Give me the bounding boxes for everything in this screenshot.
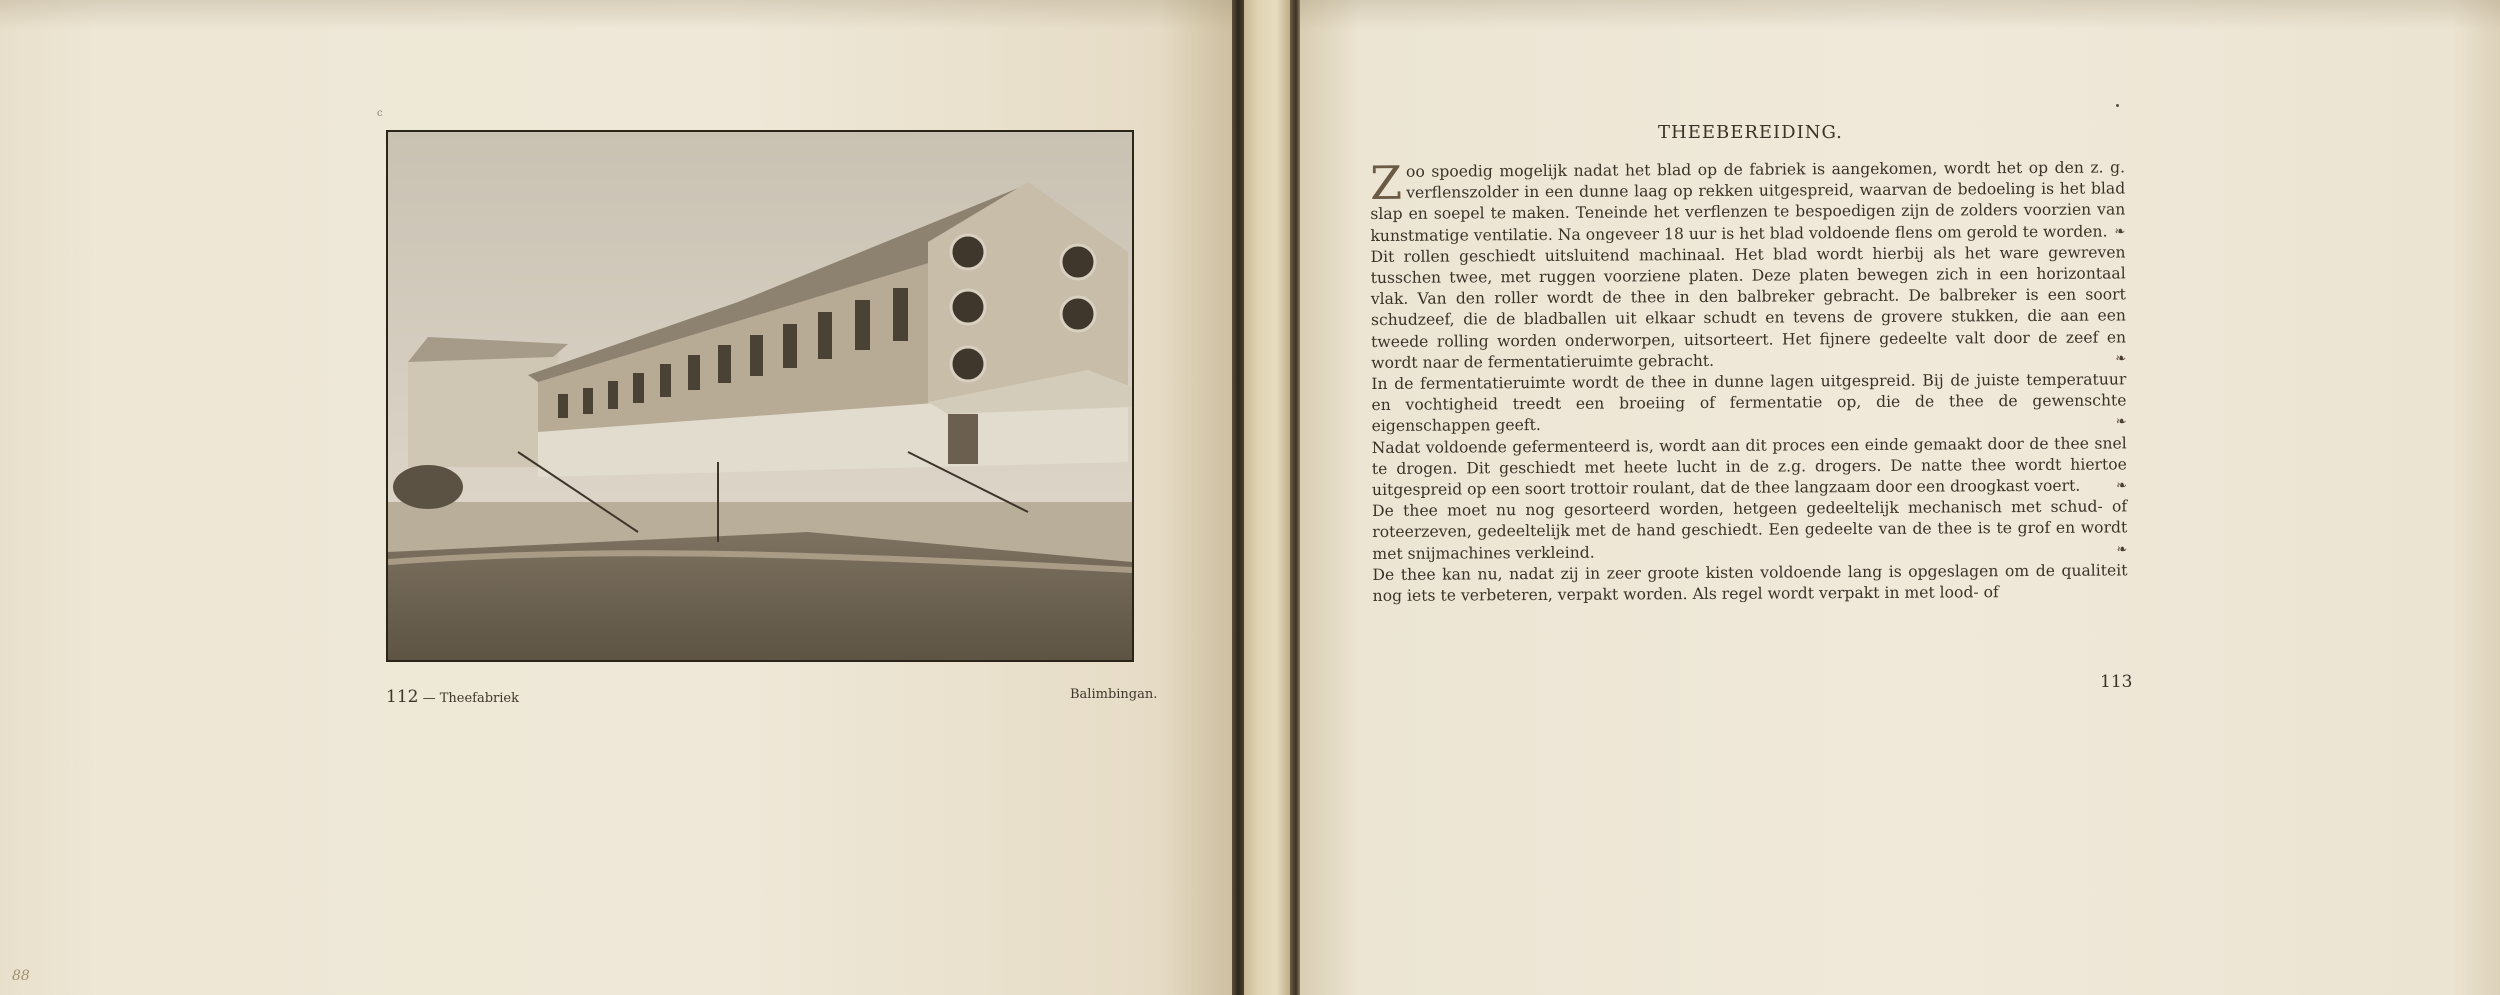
caption-dash: — [422,691,436,706]
paragraph [1370,157,2126,246]
paragraph [1372,560,2127,607]
ink-dot [2116,104,2119,107]
paragraph-text: oo spoedig mogelijk nadat het blad op de fabriek is aangekomen, wordt het op den z. g. verflenszolder in een dunne laag op rekken uitgespreid, waarvan de bedoeling is het blad slap en soepel te maken. Teneinde het verflenzen te bespoedigen zijn de zolders voorzien van kunstmatige ventilatie. Na ongeveer 18 uur is het blad voldoende flens om gerold te worden. [1370,158,2126,245]
plate-caption [386,687,519,707]
book-gutter-inner [1290,0,1300,995]
chapter-heading: THEEBEREIDING. [1658,122,1843,143]
paragraph [1372,497,2127,565]
factory-photograph [386,130,1134,662]
archive-number: 88 [12,968,30,984]
tea-factory-photo [388,132,1132,660]
flyleaf-edge [1244,0,1290,995]
paragraph [1371,242,2127,374]
paragraph-text: De thee moet nu nog gesorteerd worden, hetgeen gedeeltelijk mechanisch met schud- of roteerzeven, gedeeltelijk met de hand geschiedt. Een gedeelte van de thee is te grof en wordt met snijmachines verkleind. [1372,497,2128,563]
left-page [0,0,1232,995]
caption-title: Theefabriek [439,691,519,706]
paragraph [1371,369,2126,437]
plate-number: 112 [386,687,419,707]
paragraph-mark-icon: ❧ [2116,478,2128,494]
paragraph [1372,433,2127,501]
page-number: 113 [2100,672,2133,692]
paragraph-text: Dit rollen geschiedt uitsluitend machinaal. Het blad wordt hierbij als het ware gewreven tusschen twee, met ruggen voorziene platen. Deze platen bewegen zich in een horizontaal vlak. Van den roller wordt de thee in den balbreker gebracht. De balbreker is een soort schudzeef, die de bladballen uit elkaar schudt en tevens de grovere stukken, die aan een tweede rolling worden onderworpen, uitsorteert. Het fijnere gedeelte valt door de zeef en wordt naar de fermentatieruimte gebracht. [1370,243,2127,372]
book-gutter [1232,0,1244,995]
drop-cap-initial: Z [1369,155,1403,210]
pencil-mark: c [377,108,383,119]
paragraph-mark-icon: ❧ [2115,414,2127,430]
paragraph-mark-icon: ❧ [2115,351,2127,367]
caption-place: Balimbingan. [1070,687,1158,702]
paragraph-mark-icon: ❧ [2114,223,2126,240]
paragraph-text: In de fermentatieruimte wordt de thee in dunne lagen uitgespreid. Bij de juiste temperatuur en vochtigheid treedt een broeiing of fermentatie op, die de thee de gewenschte eigenschappen geeft. [1371,370,2127,436]
paragraph-text: Nadat voldoende gefermenteerd is, wordt aan dit proces een einde gemaakt door de thee snel te drogen. Dit geschiedt met heete lucht in de z.g. drogers. De natte thee wordt hiertoe uitgespreid op een soort trottoir roulant, dat de thee langzaam door een droogkast voert. [1371,434,2127,500]
body-text [1370,157,2128,607]
paragraph-text: De thee kan nu, nadat zij in zeer groote kisten voldoende lang is opgeslagen om de qualiteit nog iets te verbeteren, verpakt worden. Als regel wordt verpakt in met lood- of [1372,561,2128,606]
paragraph-mark-icon: ❧ [2116,542,2128,558]
